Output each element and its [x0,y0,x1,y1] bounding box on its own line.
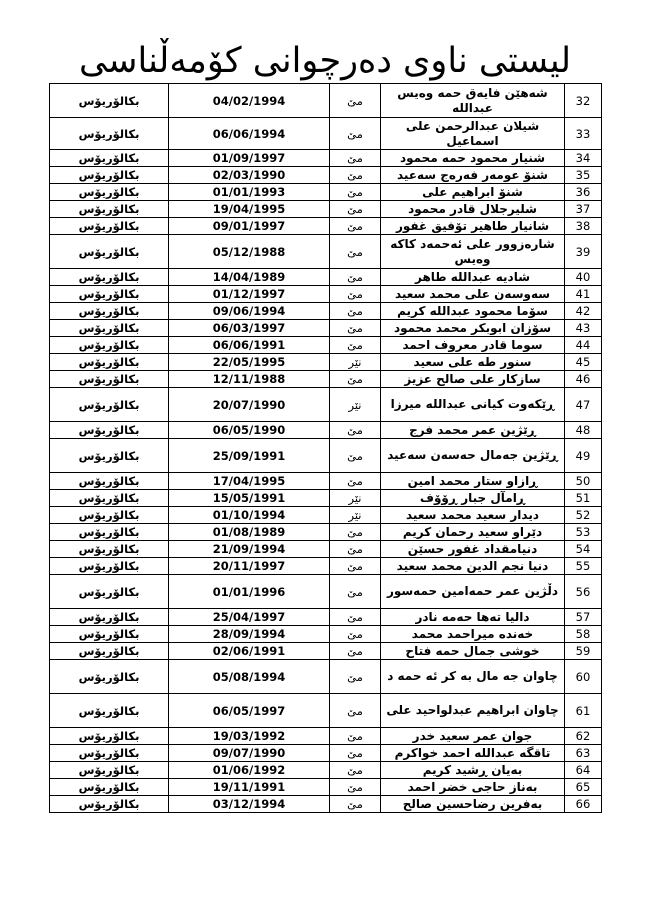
name-cell: شنۆ عومەر فەرەج سەعید [381,167,565,184]
table-row [50,507,602,524]
name-cell: ڕێژین عمر محمد فرج [381,422,565,439]
table-row [50,558,602,575]
table-row [50,643,602,660]
gender-cell: مێ [330,694,381,728]
table-row [50,660,602,694]
degree-cell: بكالۆریۆس [50,473,169,490]
degree-cell: بكالۆریۆس [50,422,169,439]
name-cell: دنیامقداد غفور حسێن [381,541,565,558]
name-cell: دالیا تەها حەمە نادر [381,609,565,626]
name-cell: دنیا نجم الدین محمد سعید [381,558,565,575]
birth-date-cell: 20/07/1990 [169,388,330,422]
birth-date-cell: 25/04/1997 [169,609,330,626]
table-row [50,201,602,218]
name-cell: دێراو سعید رحمان كریم [381,524,565,541]
row-number-cell: 57 [565,609,602,626]
degree-cell: بكالۆریۆس [50,507,169,524]
table-row [50,745,602,762]
gender-cell: مێ [330,728,381,745]
birth-date-cell: 06/06/1994 [169,118,330,150]
birth-date-cell: 02/03/1990 [169,167,330,184]
birth-date-cell: 09/06/1994 [169,303,330,320]
birth-date-cell: 01/09/1997 [169,150,330,167]
gender-cell: مێ [330,524,381,541]
table-row [50,371,602,388]
row-number-cell: 51 [565,490,602,507]
gender-cell: مێ [330,779,381,796]
birth-date-cell: 04/02/1994 [169,84,330,118]
gender-cell: مێ [330,269,381,286]
table-row [50,320,602,337]
name-cell: بەیان ڕشید كریم [381,762,565,779]
gender-cell: مێ [330,320,381,337]
gender-cell: مێ [330,150,381,167]
table-row [50,235,602,269]
birth-date-cell: 06/05/1990 [169,422,330,439]
birth-date-cell: 19/11/1991 [169,779,330,796]
row-number-cell: 42 [565,303,602,320]
row-number-cell: 62 [565,728,602,745]
birth-date-cell: 15/05/1991 [169,490,330,507]
birth-date-cell: 20/11/1997 [169,558,330,575]
graduates-table [49,83,602,813]
degree-cell: بكالۆریۆس [50,218,169,235]
table-row [50,779,602,796]
name-cell: بەفرین رضاحسین صالح [381,796,565,813]
birth-date-cell: 01/12/1997 [169,286,330,303]
row-number-cell: 58 [565,626,602,643]
table-row [50,575,602,609]
gender-cell: مێ [330,473,381,490]
name-cell: بەناز حاجی خضر احمد [381,779,565,796]
row-number-cell: 49 [565,439,602,473]
name-cell: دڵژین عمر حمەامین حمەسور [381,575,565,609]
table-row [50,167,602,184]
degree-cell: بكالۆریۆس [50,541,169,558]
name-cell: خەندە میراحمد محمد [381,626,565,643]
table-row [50,84,602,118]
degree-cell: بكالۆریۆس [50,609,169,626]
birth-date-cell: 05/12/1988 [169,235,330,269]
row-number-cell: 64 [565,762,602,779]
birth-date-cell: 09/01/1997 [169,218,330,235]
page-title: ليستی ناوی دەرچوانی كۆمەڵناسی [78,41,572,81]
table-row [50,439,602,473]
birth-date-cell: 28/09/1994 [169,626,330,643]
name-cell: ڕازاو ستار محمد امین [381,473,565,490]
row-number-cell: 61 [565,694,602,728]
gender-cell: مێ [330,575,381,609]
name-cell: سەوسەن علی محمد سعید [381,286,565,303]
degree-cell: بكالۆریۆس [50,575,169,609]
degree-cell: بكالۆریۆس [50,167,169,184]
gender-cell: مێ [330,439,381,473]
row-number-cell: 63 [565,745,602,762]
birth-date-cell: 22/05/1995 [169,354,330,371]
degree-cell: بكالۆریۆس [50,694,169,728]
table-row [50,609,602,626]
gender-cell: مێ [330,218,381,235]
gender-cell: مێ [330,541,381,558]
row-number-cell: 33 [565,118,602,150]
birth-date-cell: 06/03/1997 [169,320,330,337]
row-number-cell: 59 [565,643,602,660]
name-cell: سۆزان ابوبكر محمد محمود [381,320,565,337]
birth-date-cell: 06/05/1997 [169,694,330,728]
row-number-cell: 34 [565,150,602,167]
gender-cell: مێ [330,371,381,388]
table-row [50,626,602,643]
birth-date-cell: 01/01/1993 [169,184,330,201]
name-cell: سۆما محمود عبدالله كریم [381,303,565,320]
name-cell: ڕامآل جبار ڕۆۆف [381,490,565,507]
birth-date-cell: 03/12/1994 [169,796,330,813]
gender-cell: مێ [330,286,381,303]
name-cell: سنور طه علی سعید [381,354,565,371]
table-row [50,354,602,371]
birth-date-cell: 01/06/1992 [169,762,330,779]
table-row [50,388,602,422]
degree-cell: بكالۆریۆس [50,779,169,796]
degree-cell: بكالۆریۆس [50,354,169,371]
table-row [50,303,602,320]
name-cell: شلیرجلال قادر محمود [381,201,565,218]
degree-cell: بكالۆریۆس [50,150,169,167]
row-number-cell: 48 [565,422,602,439]
row-number-cell: 41 [565,286,602,303]
table-row [50,796,602,813]
degree-cell: بكالۆریۆس [50,660,169,694]
gender-cell: مێ [330,167,381,184]
gender-cell: مێ [330,201,381,218]
row-number-cell: 40 [565,269,602,286]
gender-cell: مێ [330,84,381,118]
row-number-cell: 53 [565,524,602,541]
row-number-cell: 32 [565,84,602,118]
gender-cell: مێ [330,118,381,150]
birth-date-cell: 19/04/1995 [169,201,330,218]
degree-cell: بكالۆریۆس [50,286,169,303]
table-row [50,490,602,507]
name-cell: سازكار علی صالح عزیز [381,371,565,388]
gender-cell: مێ [330,796,381,813]
table-row [50,694,602,728]
degree-cell: بكالۆریۆس [50,728,169,745]
degree-cell: بكالۆریۆس [50,84,169,118]
degree-cell: بكالۆریۆس [50,184,169,201]
birth-date-cell: 12/11/1988 [169,371,330,388]
degree-cell: بكالۆریۆس [50,524,169,541]
gender-cell: مێ [330,558,381,575]
birth-date-cell: 06/06/1991 [169,337,330,354]
gender-cell: مێ [330,762,381,779]
gender-cell: مێ [330,184,381,201]
name-cell: شادیە عبدالله طاهر [381,269,565,286]
name-cell: تاقگە عبدالله احمد خواكرم [381,745,565,762]
birth-date-cell: 02/06/1991 [169,643,330,660]
row-number-cell: 54 [565,541,602,558]
row-number-cell: 44 [565,337,602,354]
degree-cell: بكالۆریۆس [50,118,169,150]
degree-cell: بكالۆریۆس [50,371,169,388]
gender-cell: نێر [330,354,381,371]
row-number-cell: 60 [565,660,602,694]
table-row [50,728,602,745]
gender-cell: مێ [330,660,381,694]
table-row [50,524,602,541]
gender-cell: مێ [330,422,381,439]
gender-cell: مێ [330,337,381,354]
gender-cell: مێ [330,303,381,320]
degree-cell: بكالۆریۆس [50,269,169,286]
row-number-cell: 47 [565,388,602,422]
row-number-cell: 46 [565,371,602,388]
degree-cell: بكالۆریۆس [50,626,169,643]
gender-cell: مێ [330,609,381,626]
row-number-cell: 39 [565,235,602,269]
birth-date-cell: 01/10/1994 [169,507,330,524]
row-number-cell: 56 [565,575,602,609]
birth-date-cell: 25/09/1991 [169,439,330,473]
name-cell: جوان عمر سعید خدر [381,728,565,745]
row-number-cell: 52 [565,507,602,524]
row-number-cell: 43 [565,320,602,337]
gender-cell: مێ [330,643,381,660]
table-row [50,473,602,490]
table-row [50,337,602,354]
birth-date-cell: 14/04/1989 [169,269,330,286]
degree-cell: بكالۆریۆس [50,337,169,354]
degree-cell: بكالۆریۆس [50,303,169,320]
degree-cell: بكالۆریۆس [50,201,169,218]
table-row [50,118,602,150]
row-number-cell: 37 [565,201,602,218]
name-cell: سوما قادر معروف احمد [381,337,565,354]
gender-cell: مێ [330,626,381,643]
row-number-cell: 35 [565,167,602,184]
gender-cell: مێ [330,235,381,269]
gender-cell: نێر [330,507,381,524]
row-number-cell: 38 [565,218,602,235]
row-number-cell: 65 [565,779,602,796]
degree-cell: بكالۆریۆس [50,745,169,762]
name-cell: شانیار طاهیر تۆفیق غفور [381,218,565,235]
name-cell: خوشی جمال حمە فتاح [381,643,565,660]
table-row [50,541,602,558]
row-number-cell: 66 [565,796,602,813]
degree-cell: بكالۆریۆس [50,796,169,813]
degree-cell: بكالۆریۆس [50,558,169,575]
name-cell: شیلان عبدالرحمن علی اسماعیل [381,118,565,150]
table-row [50,150,602,167]
birth-date-cell: 01/08/1989 [169,524,330,541]
name-cell: چاوان ابراهیم عبدلواحید علی [381,694,565,728]
table-row [50,184,602,201]
degree-cell: بكالۆریۆس [50,235,169,269]
degree-cell: بكالۆریۆس [50,439,169,473]
degree-cell: بكالۆریۆس [50,762,169,779]
row-number-cell: 45 [565,354,602,371]
graduates-table-body [50,84,602,813]
gender-cell: نێر [330,388,381,422]
birth-date-cell: 19/03/1992 [169,728,330,745]
name-cell: ڕێكەوت كیانی عبدالله میرزا [381,388,565,422]
table-row [50,286,602,303]
name-cell: چاوان جه مال به كر ئه حمه د [381,660,565,694]
name-cell: شنۆ ابراهیم علی [381,184,565,201]
name-cell: شارەزوور علی ئەحمەد كاكە وەیس [381,235,565,269]
birth-date-cell: 21/09/1994 [169,541,330,558]
row-number-cell: 55 [565,558,602,575]
birth-date-cell: 05/08/1994 [169,660,330,694]
name-cell: شەهێن فایەق حمە وەیس عبدالله [381,84,565,118]
table-row [50,218,602,235]
degree-cell: بكالۆریۆس [50,388,169,422]
name-cell: دیدار سعید محمد سعید [381,507,565,524]
table-row [50,422,602,439]
row-number-cell: 36 [565,184,602,201]
row-number-cell: 50 [565,473,602,490]
gender-cell: مێ [330,745,381,762]
birth-date-cell: 09/07/1990 [169,745,330,762]
gender-cell: نێر [330,490,381,507]
table-row [50,269,602,286]
name-cell: ڕێژین جەمال حەسەن سەعید [381,439,565,473]
birth-date-cell: 01/01/1996 [169,575,330,609]
degree-cell: بكالۆریۆس [50,320,169,337]
birth-date-cell: 17/04/1995 [169,473,330,490]
name-cell: شنیار محمود حمه محمود [381,150,565,167]
degree-cell: بكالۆریۆس [50,490,169,507]
degree-cell: بكالۆریۆس [50,643,169,660]
table-row [50,762,602,779]
